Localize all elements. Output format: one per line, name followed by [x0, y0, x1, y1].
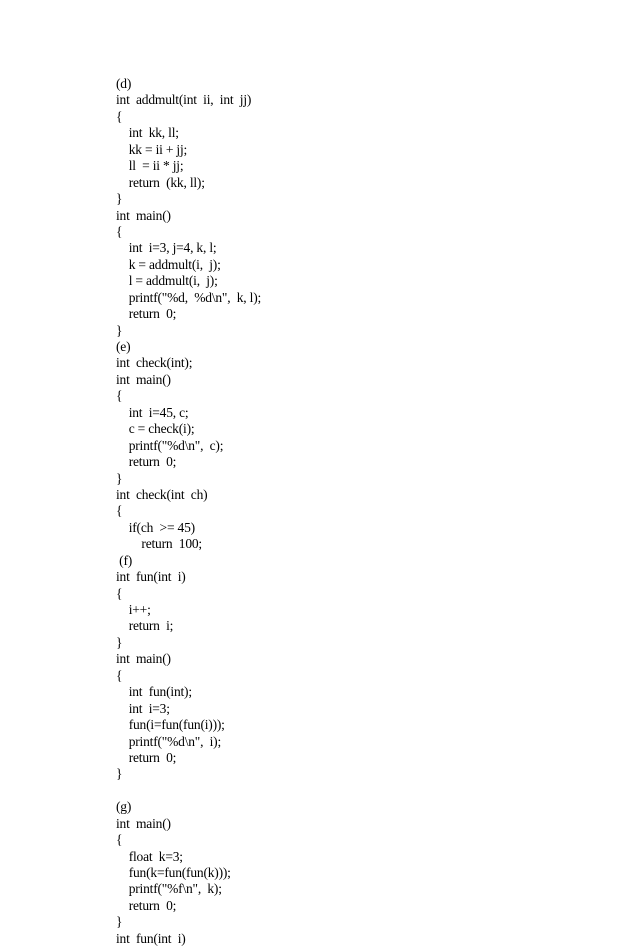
- code-line: {: [116, 667, 123, 683]
- code-line: }: [116, 914, 123, 930]
- code-line: if(ch >= 45): [116, 519, 195, 535]
- code-line: return 100;: [116, 536, 202, 552]
- code-line: int main(): [116, 371, 171, 387]
- section-label-f: (f): [116, 552, 133, 568]
- code-line: {: [116, 585, 123, 601]
- code-line: return 0;: [116, 454, 177, 470]
- code-line: {: [116, 503, 123, 519]
- code-line: float k=3;: [116, 848, 183, 864]
- code-line: return 0;: [116, 749, 177, 765]
- code-line: printf("%d\n", c);: [116, 437, 224, 453]
- code-line: printf("%f\n", k);: [116, 881, 222, 897]
- code-line: {: [116, 108, 123, 124]
- code-line: }: [116, 470, 123, 486]
- code-line: k = addmult(i, j);: [116, 256, 221, 272]
- code-line: return 0;: [116, 306, 177, 322]
- code-line: int check(int);: [116, 355, 193, 371]
- code-line: {: [116, 388, 123, 404]
- code-line: int kk, ll;: [116, 125, 179, 141]
- code-line: int main(): [116, 815, 171, 831]
- code-line: return 0;: [116, 897, 177, 913]
- code-line: }: [116, 634, 123, 650]
- code-line: int main(): [116, 651, 171, 667]
- code-line: int main(): [116, 207, 171, 223]
- code-line: int i=3, j=4, k, l;: [116, 240, 217, 256]
- code-line: int fun(int i): [116, 569, 186, 585]
- code-line: c = check(i);: [116, 421, 195, 437]
- code-line: {: [116, 832, 123, 848]
- code-line: i++;: [116, 602, 151, 617]
- code-line: int i=3;: [116, 700, 170, 716]
- code-line: fun(k=fun(fun(k)));: [116, 865, 231, 880]
- code-line: int addmult(int ii, int jj): [116, 92, 252, 108]
- code-line: ll = ii * jj;: [116, 158, 184, 174]
- section-label-d: (d): [116, 76, 132, 91]
- code-line: l = addmult(i, j);: [116, 273, 218, 289]
- code-line: int fun(int);: [116, 684, 192, 700]
- code-line: }: [116, 191, 123, 207]
- section-label-e: (e): [116, 339, 131, 354]
- code-line: int fun(int i): [116, 930, 186, 946]
- code-line: return (kk, ll);: [116, 174, 205, 190]
- section-label-g: (g): [116, 799, 132, 815]
- code-line: }: [116, 322, 123, 338]
- code-line: int i=45, c;: [116, 404, 189, 420]
- code-line: int check(int ch): [116, 486, 208, 502]
- code-line: }: [116, 766, 123, 782]
- code-listing: [116, 76, 576, 947]
- code-line: printf("%d\n", i);: [116, 733, 222, 749]
- code-line: kk = ii + jj;: [116, 141, 188, 157]
- code-line: fun(i=fun(fun(i)));: [116, 717, 225, 733]
- code-line: printf("%d, %d\n", k, l);: [116, 289, 262, 305]
- code-line: {: [116, 223, 123, 239]
- blank-line: [116, 783, 576, 799]
- code-line: return i;: [116, 618, 174, 634]
